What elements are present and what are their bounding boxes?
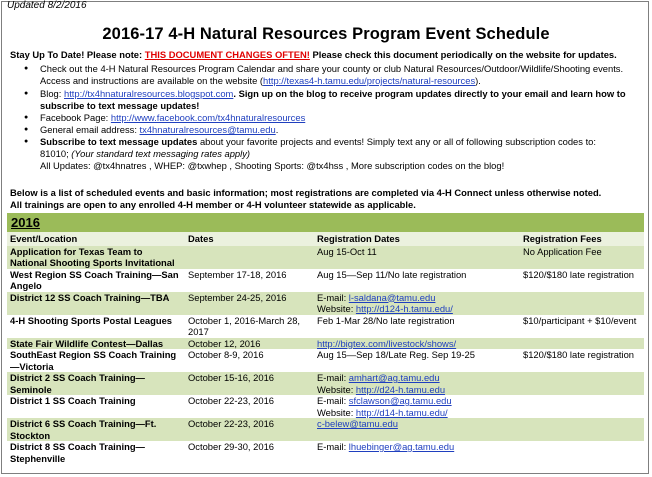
registration-cell (314, 292, 520, 315)
email-label: General email address: (40, 124, 140, 135)
fees-cell: No Application Fee (520, 246, 644, 269)
event-cell: District 1 SS Coach Training (7, 395, 185, 418)
district-website-link[interactable]: http://d124-h.tamu.edu/ (355, 303, 453, 314)
fees-cell (520, 372, 644, 395)
event-cell: Application for Texas Team to National Shooting Sports Invitational (7, 246, 185, 269)
registration-cell: Aug 15—Sep 11/No late registration (314, 269, 520, 292)
district-website-link[interactable]: http://d14-h.tamu.edu/ (355, 406, 448, 418)
table-row (7, 292, 644, 315)
facebook-link[interactable]: http://www.facebook.com/tx4hnaturalresources (110, 112, 306, 123)
table-row (7, 349, 644, 372)
dates-cell: October 15-16, 2016 (185, 372, 314, 395)
year-row (7, 213, 644, 232)
state-fair-link[interactable]: http://bigtex.com/livestock/shows/ (317, 337, 457, 349)
intro-line-2: All trainings are open to any enrolled 4-H member or 4-H volunteer statewide as applicable. (10, 199, 416, 210)
subscribe-bullet (10, 136, 646, 172)
email-bullet (10, 124, 646, 136)
registration-cell (314, 441, 520, 464)
dates-cell: September 17-18, 2016 (185, 269, 314, 292)
table-header-row (7, 232, 644, 246)
fees-cell: $120/$180 late registration (520, 269, 644, 292)
dates-cell: October 12, 2016 (185, 338, 314, 350)
contact-email-link[interactable]: amhart@ag.tamu.edu (348, 372, 440, 383)
subscribe-bold: Subscribe to text message updates (40, 136, 198, 147)
event-cell: District 2 SS Coach Training—Seminole (7, 372, 185, 395)
table-row (7, 246, 644, 269)
email-label: E-mail: (317, 395, 349, 406)
event-cell: West Region SS Coach Training—San Angelo (7, 269, 185, 292)
table-row (7, 395, 644, 418)
updated-date: Updated 8/2/2016 (7, 0, 87, 11)
facebook-bullet (10, 112, 646, 124)
blog-label: Blog: (40, 88, 64, 99)
registration-cell (314, 418, 520, 441)
event-cell: SouthEast Region SS Coach Training—Victoria (7, 349, 185, 372)
dates-cell: October 29-30, 2016 (185, 441, 314, 464)
header-registration: Registration Dates (314, 232, 520, 246)
rates-note: (Your standard text messaging rates apply) (68, 148, 251, 159)
event-cell: District 12 SS Coach Training—TBA (7, 292, 185, 315)
fees-cell (520, 338, 644, 350)
registration-cell (314, 395, 520, 418)
header-event: Event/Location (7, 232, 185, 246)
event-cell: State Fair Wildlife Contest—Dallas (7, 338, 185, 350)
stay-up-lead: Stay Up To Date! Please note: (10, 49, 145, 60)
email-label: E-mail: (317, 372, 349, 383)
table-row (7, 338, 644, 350)
year-label: 2016 (11, 215, 40, 230)
table-row (7, 372, 644, 395)
calendar-access-line (40, 75, 646, 87)
registration-cell: Aug 15-Oct 11 (314, 246, 520, 269)
fees-cell: $10/participant + $10/event (520, 315, 644, 338)
facebook-label: Facebook Page: (40, 112, 111, 123)
page-title: 2016-17 4-H Natural Resources Program Event Schedule (102, 25, 550, 43)
fees-cell: $120/$180 late registration (520, 349, 644, 372)
intro-text (10, 187, 646, 211)
table-row (7, 269, 644, 292)
website-label: Website: (317, 406, 356, 418)
dates-cell (185, 246, 314, 269)
blog-link[interactable]: http://tx4hnaturalresources.blogspot.com (63, 88, 234, 99)
event-schedule-table (7, 213, 644, 464)
intro-line-1: Below is a list of scheduled events and basic information; most registrations are completed via 4-H Connect unless otherwise noted. (10, 187, 602, 198)
blog-bullet (10, 88, 646, 112)
website-label: Website: (317, 383, 356, 395)
event-cell: District 8 SS Coach Training—Stephenville (7, 441, 185, 464)
email-label: E-mail: (317, 441, 349, 452)
calendar-access-end: ). (475, 75, 481, 86)
subscription-number-line (40, 148, 646, 160)
fees-cell (520, 418, 644, 441)
dates-cell: October 22-23, 2016 (185, 418, 314, 441)
fees-cell (520, 441, 644, 464)
event-cell: 4-H Shooting Sports Postal Leagues (7, 315, 185, 338)
subscription-codes: All Updates: @tx4hnatres , WHEP: @txwhep , Shooting Sports: @tx4hss , More subscription codes on the blog! (40, 160, 505, 171)
stay-up-to-date-line (10, 49, 646, 61)
contact-email-link[interactable]: lhuebinger@ag.tamu.edu (348, 441, 455, 452)
table-row (7, 418, 644, 441)
email-label: E-mail: (317, 291, 349, 303)
registration-cell: Aug 15—Sep 18/Late Reg. Sep 19-25 (314, 349, 520, 372)
table-row (7, 315, 644, 338)
contact-email-link[interactable]: l-saldana@tamu.edu (348, 291, 436, 303)
calendar-text: ● Check out the 4-H Natural Resources Program Calendar and share your county or club Natural Resources/Outdoor/Wildlife/Shooting events. (40, 63, 624, 74)
dates-cell: October 1, 2016-March 28, 2017 (185, 315, 314, 338)
registration-cell: Feb 1-Mar 28/No late registration (314, 315, 520, 338)
table-row (7, 441, 644, 464)
changes-often-warning: THIS DOCUMENT CHANGES OFTEN! (144, 49, 310, 60)
calendar-access-text: Access and instructions are available on the website ( (40, 75, 264, 86)
blog-text: . Sign up on the blog to receive program updates directly to your email and learn how to subscribe to text message updates! (40, 88, 626, 111)
event-cell: District 6 SS Coach Training—Ft. Stockton (7, 418, 185, 441)
contact-email-link[interactable]: sfclawson@ag.tamu.edu (348, 395, 452, 406)
subscription-number: 81010; (40, 148, 69, 159)
registration-cell (314, 338, 520, 350)
email-end: . (275, 124, 279, 135)
district-website-link[interactable]: http://d24-h.tamu.edu (355, 383, 446, 395)
dates-cell: September 24-25, 2016 (185, 292, 314, 315)
fees-cell (520, 292, 644, 315)
header-fees: Registration Fees (520, 232, 644, 246)
header-dates: Dates (185, 232, 314, 246)
info-bullets (10, 63, 646, 172)
stay-up-tail: Please check this document periodically on the website for updates. (309, 49, 617, 60)
contact-email-link[interactable]: c-belew@tamu.edu (317, 418, 398, 429)
registration-cell (314, 372, 520, 395)
website-label: Website: (317, 303, 356, 314)
email-link[interactable]: tx4hnaturalresources@tamu.edu (139, 124, 276, 135)
calendar-bullet (10, 63, 646, 87)
dates-cell: October 22-23, 2016 (185, 395, 314, 418)
subscribe-text: about your favorite projects and events! Simply text any or all of following subscription codes to: (197, 136, 596, 147)
dates-cell: October 8-9, 2016 (185, 349, 314, 372)
natural-resources-link[interactable]: http://texas4-h.tamu.edu/projects/natural-resources (263, 75, 476, 86)
fees-cell (520, 395, 644, 418)
